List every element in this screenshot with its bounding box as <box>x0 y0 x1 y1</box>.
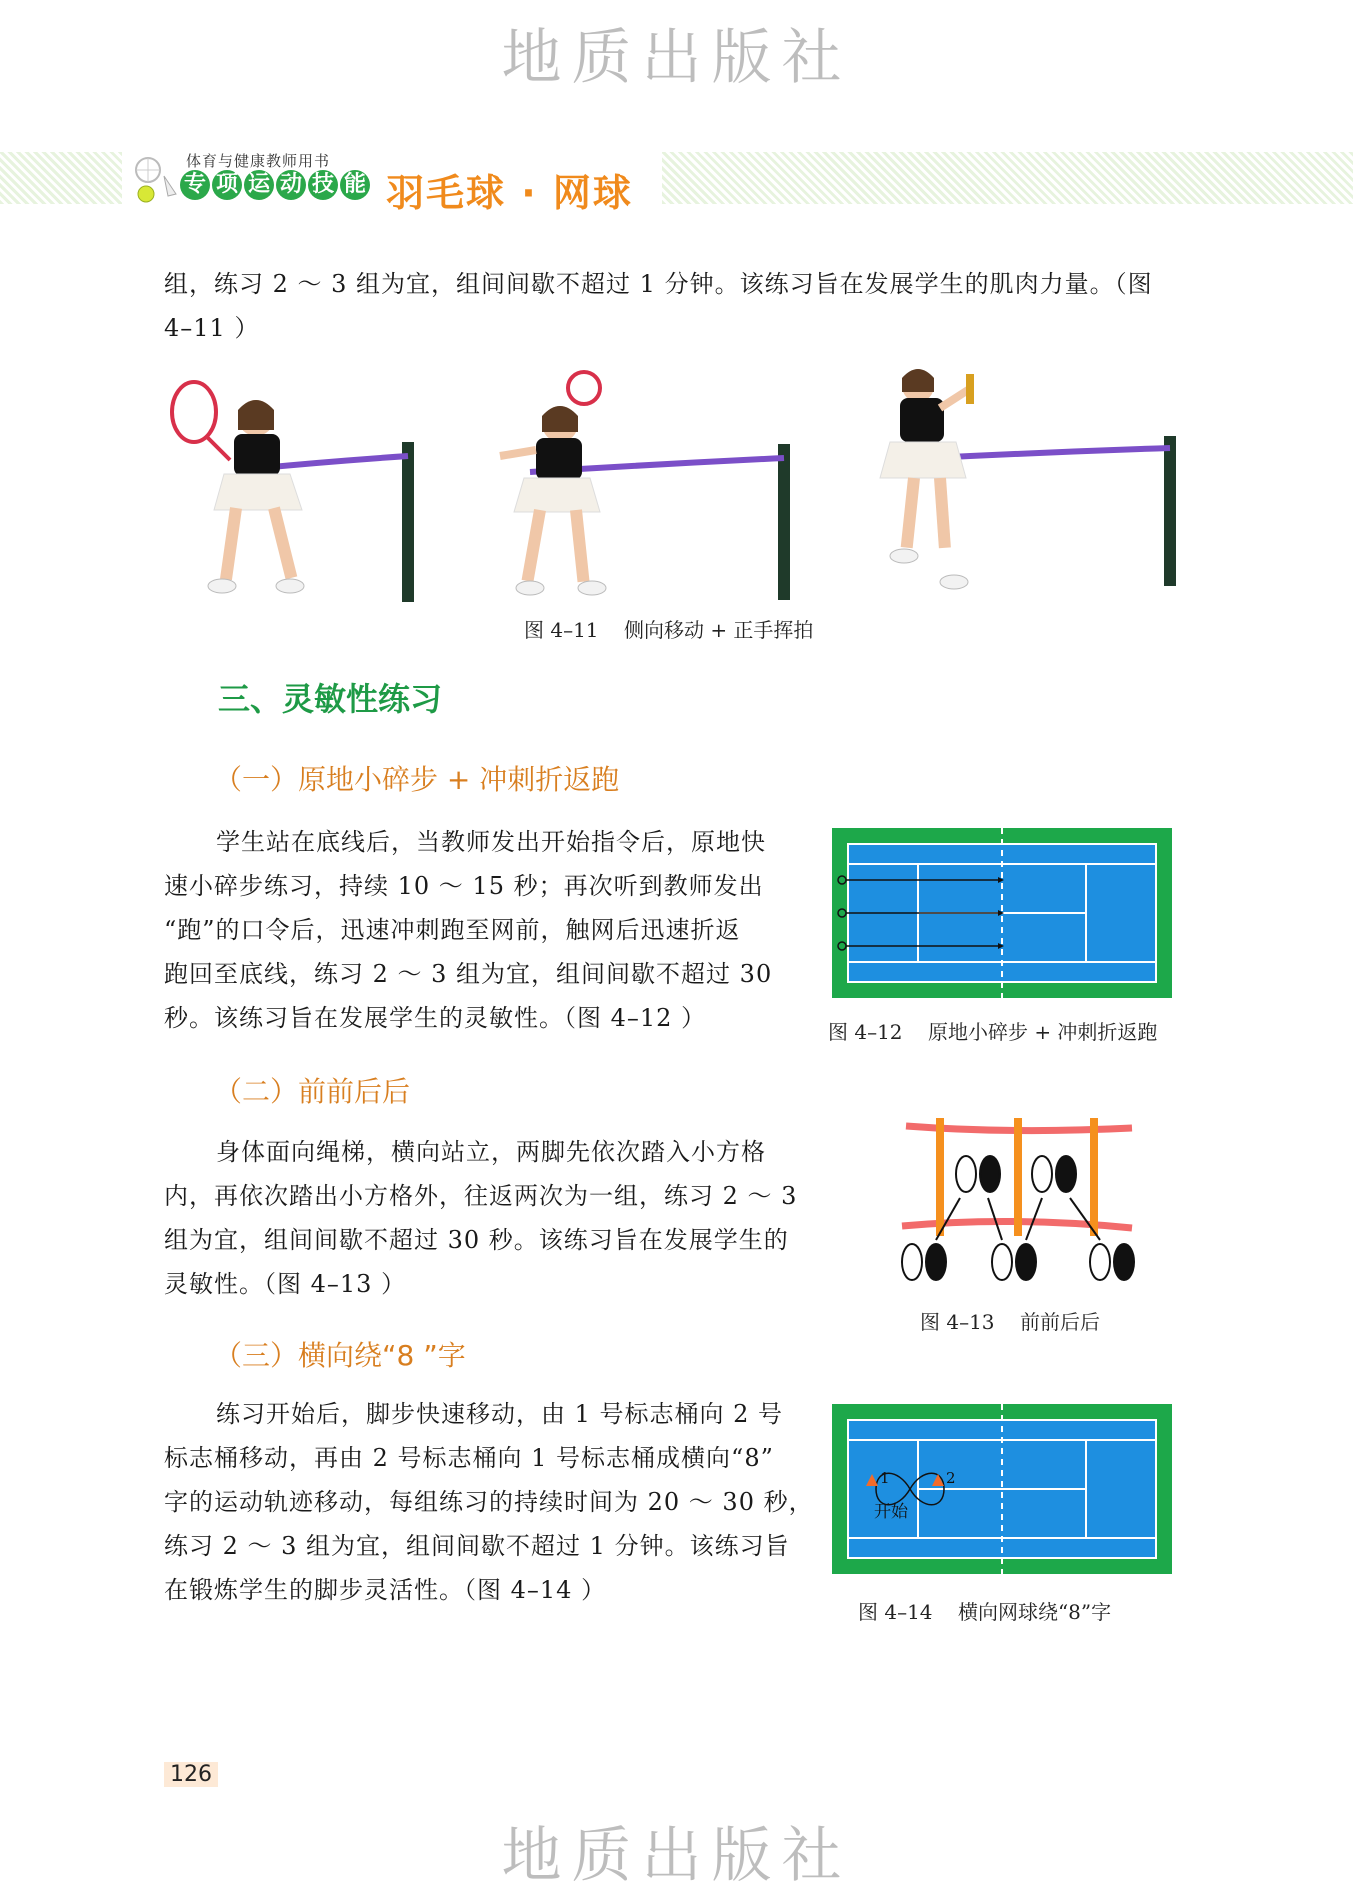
header-pill: 运 <box>244 170 274 200</box>
figure-4-13-ladder <box>892 1112 1142 1292</box>
section-title: 三、灵敏性练习 <box>218 680 443 718</box>
cone-2-label: 2 <box>946 1469 956 1487</box>
figure-4-14-court <box>832 1404 1172 1574</box>
subsection-paragraph-2 <box>164 1130 844 1306</box>
subsection-title-2: （二）前前后后 <box>214 1075 411 1108</box>
text-line: 字的运动轨迹移动，每组练习的持续时间为 20 ～ 30 秒， <box>164 1488 814 1516</box>
watermark-top: 地质出版社 <box>501 23 852 93</box>
start-label: 开始 <box>874 1502 908 1522</box>
text-line: 组为宜，组间间歇不超过 30 秒。该练习旨在发展学生的 <box>164 1226 789 1254</box>
text-line: 4–11 ） <box>164 314 260 342</box>
text-line: 跑回至底线，练习 2 ～ 3 组为宜，组间间歇不超过 30 <box>164 960 773 988</box>
figure-4-14-caption: 图 4–14 横向网球绕“8”字 <box>858 1600 1112 1624</box>
subsection-title-1: （一）原地小碎步 + 冲刺折返跑 <box>214 763 620 796</box>
cone-1-label: 1 <box>880 1469 890 1487</box>
header-pill: 技 <box>308 170 338 200</box>
text-line: 灵敏性。（图 4–13 ） <box>164 1270 407 1298</box>
text-line: 内，再依次踏出小方格外，往返两次为一组，练习 2 ～ 3 <box>164 1182 798 1210</box>
text-line: 学生站在底线后，当教师发出开始指令后，原地快 <box>216 828 766 856</box>
header-pill: 动 <box>276 170 306 200</box>
series-title: 体育与健康教师用书 <box>186 152 331 170</box>
tennis-player-photo-3 <box>880 369 1176 589</box>
text-line: 秒。该练习旨在发展学生的灵敏性。（图 4–12 ） <box>164 1004 707 1032</box>
header-pills <box>180 170 370 200</box>
text-line: 标志桶移动，再由 2 号标志桶向 1 号标志桶成横向“8” <box>164 1444 774 1472</box>
figure-4-11-photos <box>160 360 1200 610</box>
book-title: 羽毛球 · 网球 <box>386 171 633 215</box>
figure-4-12-court <box>832 828 1172 998</box>
page-number: 126 <box>164 1762 218 1787</box>
figure-4-11-caption: 图 4–11 侧向移动 + 正手挥拍 <box>524 618 814 642</box>
figure-4-13-caption: 图 4–13 前前后后 <box>920 1310 1100 1334</box>
shuttlecock-ball-icon <box>124 150 184 206</box>
subsection-title-3: （三）横向绕“8 ”字 <box>214 1339 466 1372</box>
figure-4-12-caption: 图 4–12 原地小碎步 + 冲刺折返跑 <box>828 1020 1158 1044</box>
text-line: 身体面向绳梯，横向站立，两脚先依次踏入小方格 <box>216 1138 766 1166</box>
tennis-player-photo-1 <box>172 382 414 602</box>
text-line: 组，练习 2 ～ 3 组为宜，组间间歇不超过 1 分钟。该练习旨在发展学生的肌肉力量。（图 <box>164 270 1153 298</box>
intro-paragraph <box>164 262 1204 350</box>
subsection-paragraph-3 <box>164 1392 824 1612</box>
text-line: 练习开始后，脚步快速移动，由 1 号标志桶向 2 号 <box>216 1400 784 1428</box>
text-line: 练习 2 ～ 3 组为宜，组间间歇不超过 1 分钟。该练习旨 <box>164 1532 790 1560</box>
tennis-player-photo-2 <box>500 372 790 600</box>
watermark-bottom: 地质出版社 <box>501 1821 852 1891</box>
subsection-paragraph-1 <box>164 820 824 1040</box>
header-pill: 专 <box>180 170 210 200</box>
header-pill: 项 <box>212 170 242 200</box>
text-line: “跑”的口令后，迅速冲刺跑至网前，触网后迅速折返 <box>164 916 741 944</box>
text-line: 在锻炼学生的脚步灵活性。（图 4–14 ） <box>164 1576 607 1604</box>
text-line: 速小碎步练习，持续 10 ～ 15 秒；再次听到教师发出 <box>164 872 764 900</box>
header-pill: 能 <box>340 170 370 200</box>
